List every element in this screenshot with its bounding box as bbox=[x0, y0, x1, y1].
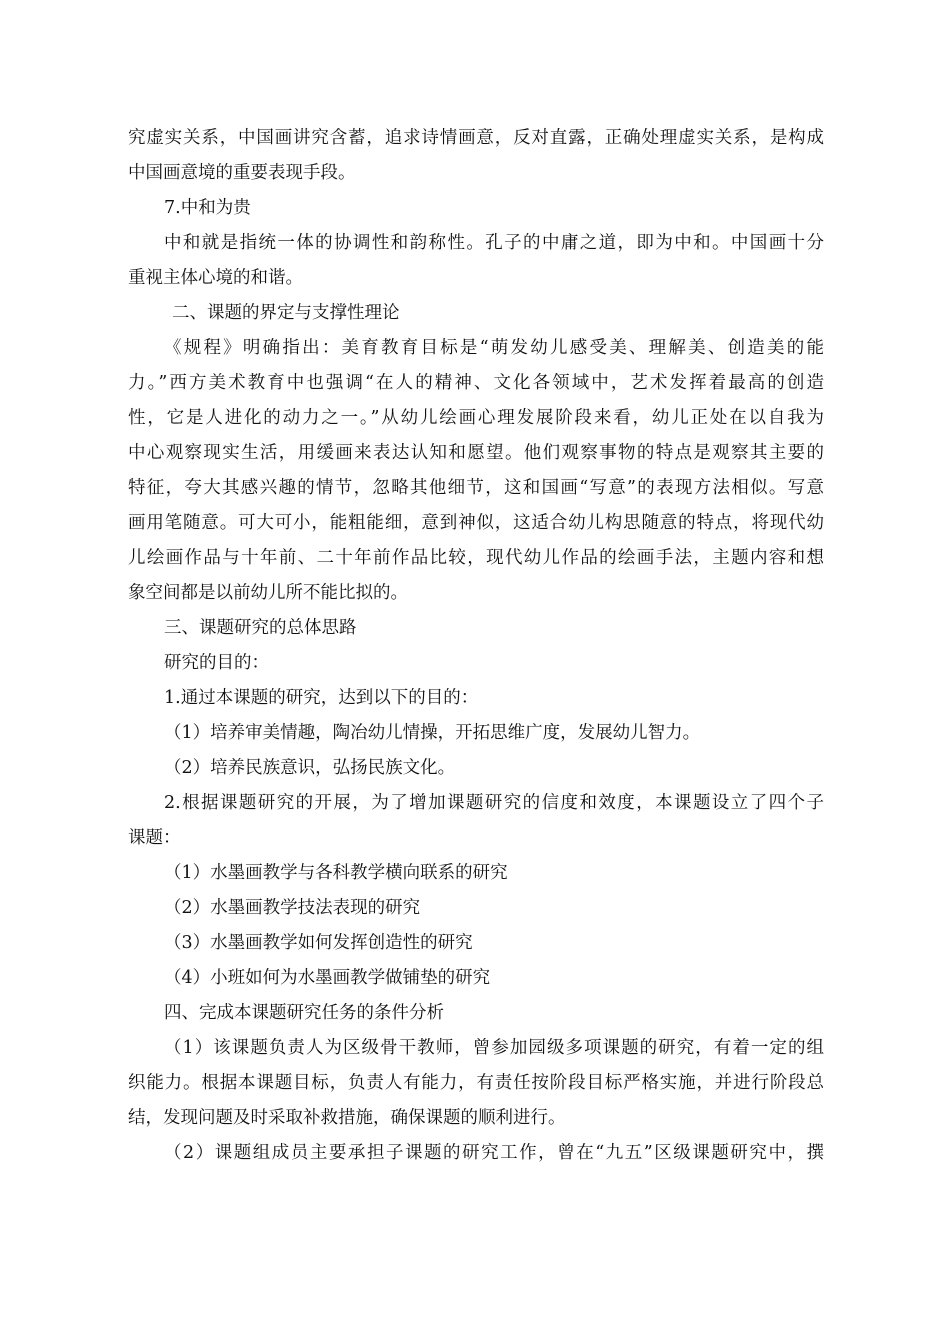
body-line: 织能力。根据本课题目标，负责人有能力，有责任按阶段目标严格实施，并进行阶段总 bbox=[128, 1073, 824, 1093]
list-item: （1）水墨画教学与各科教学横向联系的研究 bbox=[164, 863, 508, 883]
body-line: 结，发现问题及时采取补救措施，确保课题的顺利进行。 bbox=[128, 1108, 566, 1128]
list-item: （2）培养民族意识，弘扬民族文化。 bbox=[164, 758, 456, 778]
body-line: 性，它是人进化的动力之一。”从幼儿绘画心理发展阶段来看，幼儿正处在以自我为 bbox=[128, 408, 824, 428]
list-item: 1.通过本课题的研究，达到以下的目的： bbox=[164, 688, 479, 708]
body-line: 重视主体心境的和谐。 bbox=[128, 268, 303, 288]
list-item: （2）课题组成员主要承担子课题的研究工作，曾在“九五”区级课题研究中，撰 bbox=[164, 1143, 824, 1163]
section-heading: 二、课题的界定与支撑性理论 bbox=[172, 303, 400, 323]
list-item: （1）该课题负责人为区级骨干教师，曾参加园级多项课题的研究，有着一定的组 bbox=[164, 1038, 824, 1058]
body-line: 中国画意境的重要表现手段。 bbox=[128, 163, 356, 183]
body-line: 力。”西方美术教育中也强调“在人的精神、文化各领域中，艺术发挥着最高的创造 bbox=[128, 373, 824, 393]
body-line: 中和就是指统一体的协调性和韵称性。孔子的中庸之道，即为中和。中国画十分 bbox=[164, 233, 824, 253]
list-item: （2）水墨画教学技法表现的研究 bbox=[164, 898, 421, 918]
body-line: 儿绘画作品与十年前、二十年前作品比较，现代幼儿作品的绘画手法，主题内容和想 bbox=[128, 548, 824, 568]
section-heading: 7.中和为贵 bbox=[164, 198, 251, 218]
body-line: 中心观察现实生活，用缓画来表达认知和愿望。他们观察事物的特点是观察其主要的 bbox=[128, 443, 824, 463]
list-item: 2.根据课题研究的开展，为了增加课题研究的信度和效度，本课题设立了四个子 bbox=[164, 793, 824, 813]
list-item: （1）培养审美情趣，陶冶幼儿情操，开拓思维广度，发展幼儿智力。 bbox=[164, 723, 701, 743]
section-heading: 三、课题研究的总体思路 bbox=[164, 618, 357, 638]
list-item: （4）小班如何为水墨画教学做铺垫的研究 bbox=[164, 968, 491, 988]
body-line: 画用笔随意。可大可小，能粗能细，意到神似，这适合幼儿构思随意的特点，将现代幼 bbox=[128, 513, 824, 533]
section-heading: 四、完成本课题研究任务的条件分析 bbox=[164, 1003, 444, 1023]
body-line: 究虚实关系，中国画讲究含蓄，追求诗情画意，反对直露，正确处理虚实关系，是构成 bbox=[128, 128, 824, 148]
body-line: 特征，夸大其感兴趣的情节，忽略其他细节，这和国画“写意”的表现方法相似。写意 bbox=[128, 478, 824, 498]
body-line: 课题： bbox=[128, 828, 181, 848]
list-item: （3）水墨画教学如何发挥创造性的研究 bbox=[164, 933, 473, 953]
body-line: 研究的目的： bbox=[164, 653, 269, 673]
body-line: 《规程》明确指出：美育教育目标是“萌发幼儿感受美、理解美、创造美的能 bbox=[164, 338, 824, 358]
body-line: 象空间都是以前幼儿所不能比拟的。 bbox=[128, 583, 408, 603]
